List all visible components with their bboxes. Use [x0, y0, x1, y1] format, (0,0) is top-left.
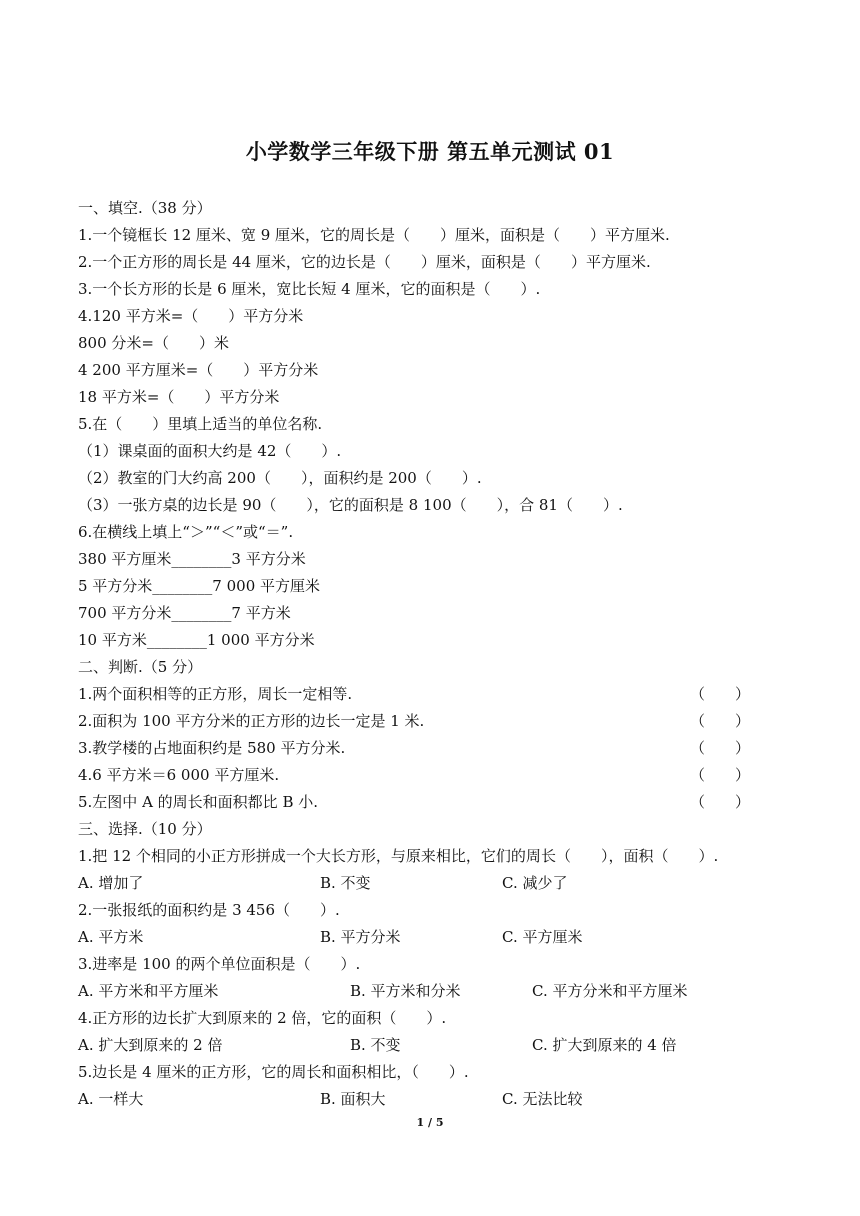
fill-line: 5.在（ ）里填上适当的单位名称.: [78, 415, 323, 433]
choice-option-c: C. 扩大到原来的 4 倍: [532, 1036, 677, 1054]
fill-line: 380 平方厘米________3 平方分米: [78, 550, 306, 568]
choice-question: 4.正方形的边长扩大到原来的 2 倍，它的面积（ ）.: [78, 1009, 447, 1027]
choice-option-c: C. 无法比较: [502, 1090, 583, 1108]
choice-option-b: B. 平方分米: [320, 928, 401, 946]
choice-option-a: A. 一样大: [78, 1090, 144, 1108]
choice-option-a: A. 平方米: [78, 928, 144, 946]
fill-line: 6.在横线上填上“＞”“＜”或“＝”.: [78, 523, 294, 541]
fill-line: 1.一个镜框长 12 厘米、宽 9 厘米，它的周长是（ ）厘米，面积是（ ）平方厘米.: [78, 226, 670, 244]
judge-item: 5.左图中 A 的周长和面积都比 B 小.: [78, 793, 319, 811]
choice-option-b: B. 平方米和分米: [350, 982, 461, 1000]
fill-line: （3）一张方桌的边长是 90（ ），它的面积是 8 100（ ），合 81（ ）.: [78, 496, 623, 514]
fill-line: （1）课桌面的面积大约是 42（ ）.: [78, 442, 342, 460]
fill-line: 700 平方分米________7 平方米: [78, 604, 291, 622]
section3-heading: 三、选择.（10 分）: [78, 820, 212, 838]
fill-line: 5 平方分米________7 000 平方厘米: [78, 577, 321, 595]
choice-option-b: B. 不变: [350, 1036, 401, 1054]
judge-item: 1.两个面积相等的正方形，周长一定相等.: [78, 685, 353, 703]
fill-line: 4.120 平方米=（ ）平方分米: [78, 307, 304, 325]
section2-heading: 二、判断.（5 分）: [78, 658, 203, 676]
choice-option-a: A. 增加了: [78, 874, 144, 892]
choice-option-b: B. 不变: [320, 874, 371, 892]
choice-option-c: C. 平方厘米: [502, 928, 583, 946]
judge-answer-box: （ ）: [690, 712, 751, 730]
fill-line: 18 平方米=（ ）平方分米: [78, 388, 280, 406]
choice-option-a: A. 平方米和平方厘米: [78, 982, 219, 1000]
judge-item: 4.6 平方米＝6 000 平方厘米.: [78, 766, 280, 784]
choice-option-b: B. 面积大: [320, 1090, 386, 1108]
choice-question: 2.一张报纸的面积约是 3 456（ ）.: [78, 901, 340, 919]
fill-line: 3.一个长方形的长是 6 厘米，宽比长短 4 厘米，它的面积是（ ）.: [78, 280, 541, 298]
page-number: 1 / 5: [416, 1116, 444, 1129]
choice-question: 5.边长是 4 厘米的正方形，它的周长和面积相比，（ ）.: [78, 1063, 469, 1081]
judge-item: 3.教学楼的占地面积约是 580 平方分米.: [78, 739, 346, 757]
judge-answer-box: （ ）: [690, 766, 751, 784]
choice-question: 1.把 12 个相同的小正方形拼成一个大长方形，与原来相比，它们的周长（ ），面积（ ）.: [78, 847, 719, 865]
fill-line: （2）教室的门大约高 200（ ），面积约是 200（ ）.: [78, 469, 482, 487]
section1-heading: 一、填空.（38 分）: [78, 199, 212, 217]
judge-item: 2.面积为 100 平方分米的正方形的边长一定是 1 米.: [78, 712, 425, 730]
fill-line: 2.一个正方形的周长是 44 厘米，它的边长是（ ）厘米，面积是（ ）平方厘米.: [78, 253, 651, 271]
page-title: 小学数学三年级下册 第五单元测试 01: [245, 139, 615, 164]
choice-option-c: C. 减少了: [502, 874, 568, 892]
choice-option-c: C. 平方分米和平方厘米: [532, 982, 688, 1000]
judge-answer-box: （ ）: [690, 685, 751, 703]
judge-answer-box: （ ）: [690, 739, 751, 757]
choice-option-a: A. 扩大到原来的 2 倍: [78, 1036, 223, 1054]
fill-line: 4 200 平方厘米=（ ）平方分米: [78, 361, 319, 379]
fill-line: 10 平方米________1 000 平方分米: [78, 631, 315, 649]
fill-line: 800 分米=（ ）米: [78, 334, 229, 352]
choice-question: 3.进率是 100 的两个单位面积是（ ）.: [78, 955, 361, 973]
judge-answer-box: （ ）: [690, 793, 751, 811]
